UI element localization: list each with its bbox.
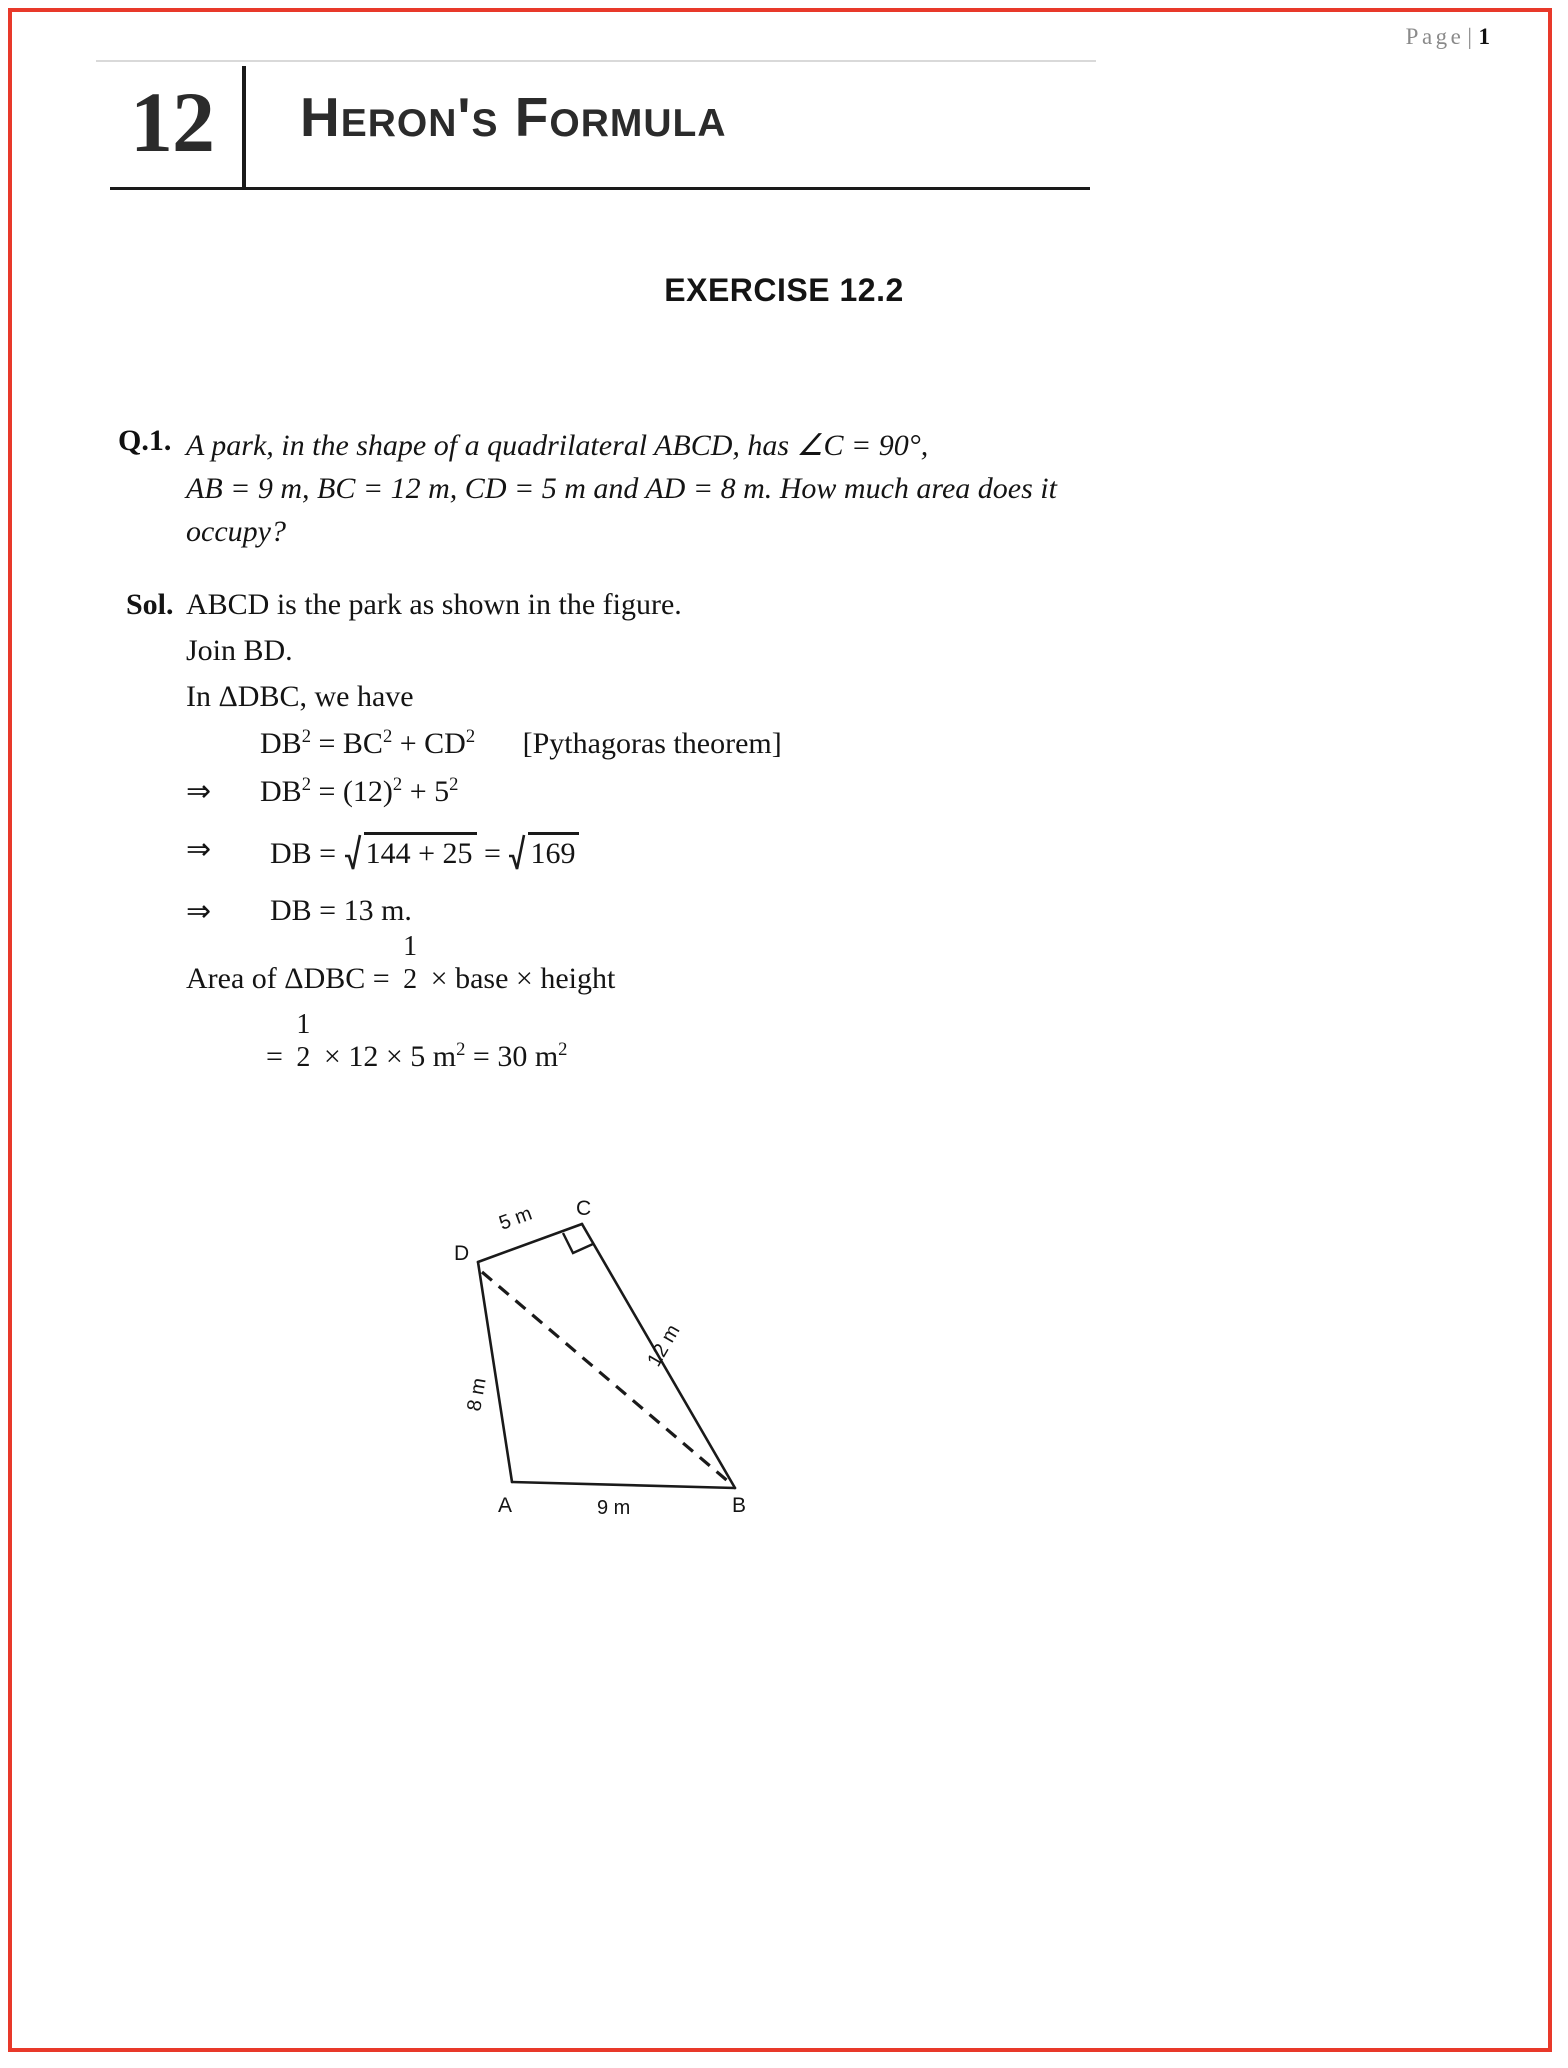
eq2-mid: = (12): [310, 775, 393, 808]
radical-sign-icon: [508, 832, 526, 872]
implies-arrow-3: ⇒: [186, 895, 212, 928]
segment-dc: [478, 1224, 582, 1262]
equation-db-value: DB = 13 m.: [270, 894, 412, 927]
radicand-2: 169: [528, 832, 579, 871]
question-line-1: A park, in the shape of a quadrilateral ABCD, has ∠C = 90°,: [186, 429, 929, 462]
radical-sign-icon: [344, 832, 362, 872]
eq1-lhs: DB: [260, 727, 302, 760]
label-vertex-b: B: [732, 1494, 747, 1517]
eq2-exp-1: 2: [301, 774, 311, 795]
eq3-equals: =: [484, 837, 501, 870]
quadrilateral-figure: [430, 1200, 850, 1530]
sqrt-169: [508, 832, 579, 871]
radicand-1: 144 + 25: [364, 832, 477, 871]
solution-line-3: In ΔDBC, we have: [186, 680, 414, 713]
segment-ba: [512, 1482, 735, 1488]
chapter-divider: [242, 66, 246, 188]
equation-area-formula: [186, 931, 616, 996]
label-vertex-c: C: [576, 1200, 592, 1220]
label-side-dc: 5 m: [496, 1202, 536, 1235]
implies-arrow-2: ⇒: [186, 833, 212, 866]
eq2-lhs: DB: [260, 775, 302, 808]
sqrt-144-plus-25: [344, 832, 477, 871]
equation-substituted: [260, 774, 458, 809]
page-number-value: 1: [1478, 24, 1490, 49]
diagonal-db-dashed: [482, 1272, 730, 1483]
exercise-heading: EXERCISE 12.2: [664, 272, 904, 308]
label-vertex-a: A: [498, 1494, 513, 1517]
eq1-exp-2: 2: [382, 726, 393, 747]
figure-svg: [430, 1200, 850, 1530]
fraction-denominator: 2: [403, 964, 418, 995]
area2-exp-2: 2: [558, 1039, 568, 1060]
equation-area-value: [266, 1009, 568, 1074]
chapter-title: Heron's Formula: [300, 86, 727, 148]
eq2-mid-2: + 5: [402, 775, 450, 808]
page-number-header: [1406, 24, 1490, 50]
eq1-mid-2: + CD: [392, 727, 466, 760]
label-side-ad: 8 m: [463, 1376, 491, 1413]
area2-equals: =: [266, 1040, 283, 1073]
area2-mid: × 12 × 5 m: [323, 1040, 457, 1073]
header-rule-top: [96, 60, 1096, 62]
solution-line-2: Join BD.: [186, 634, 293, 667]
eq1-exp-3: 2: [465, 726, 476, 747]
page-canvas: [20, 20, 1548, 2048]
area-lhs: Area of ΔDBC =: [186, 962, 398, 995]
implies-arrow-1: ⇒: [186, 775, 212, 808]
eq2-exp-3: 2: [449, 774, 459, 795]
fraction-denominator-2: 2: [296, 1042, 311, 1073]
label-vertex-d: D: [454, 1242, 470, 1265]
equation-pythagoras: [260, 726, 782, 761]
eq2-exp-2: 2: [392, 774, 403, 795]
label-side-cb: 12 m: [643, 1320, 685, 1371]
eq1-mid: = BC: [310, 727, 383, 760]
fraction-numerator-2: 1: [296, 1009, 311, 1040]
label-side-ab: 9 m: [597, 1497, 631, 1519]
fraction-one-half-2: [290, 1009, 316, 1073]
question-line-3: occupy?: [186, 515, 286, 548]
eq1-exp-1: 2: [301, 726, 311, 747]
equation-sqrt: [270, 832, 579, 871]
chapter-number: 12: [130, 74, 214, 170]
page-separator: |: [1467, 24, 1476, 49]
question-text: [186, 424, 1126, 553]
area2-exp-1: 2: [456, 1039, 466, 1060]
eq1-note: [Pythagoras theorem]: [522, 727, 782, 760]
header-rule-bottom: [110, 187, 1090, 190]
chapter-number-box: [112, 64, 242, 188]
question-line-2: AB = 9 m, BC = 12 m, CD = 5 m and AD = 8 m. How much area does it: [186, 472, 1057, 505]
area-rhs: × base × height: [430, 962, 616, 995]
page-word: Page: [1405, 24, 1465, 49]
solution-label: Sol.: [126, 588, 174, 621]
eq3-lhs: DB =: [270, 837, 344, 870]
area2-equals-2: = 30 m: [465, 1040, 559, 1073]
question-label: Q.1.: [118, 424, 172, 457]
solution-line-1: ABCD is the park as shown in the figure.: [186, 588, 682, 621]
fraction-numerator: 1: [403, 931, 418, 962]
fraction-one-half: [397, 931, 423, 995]
